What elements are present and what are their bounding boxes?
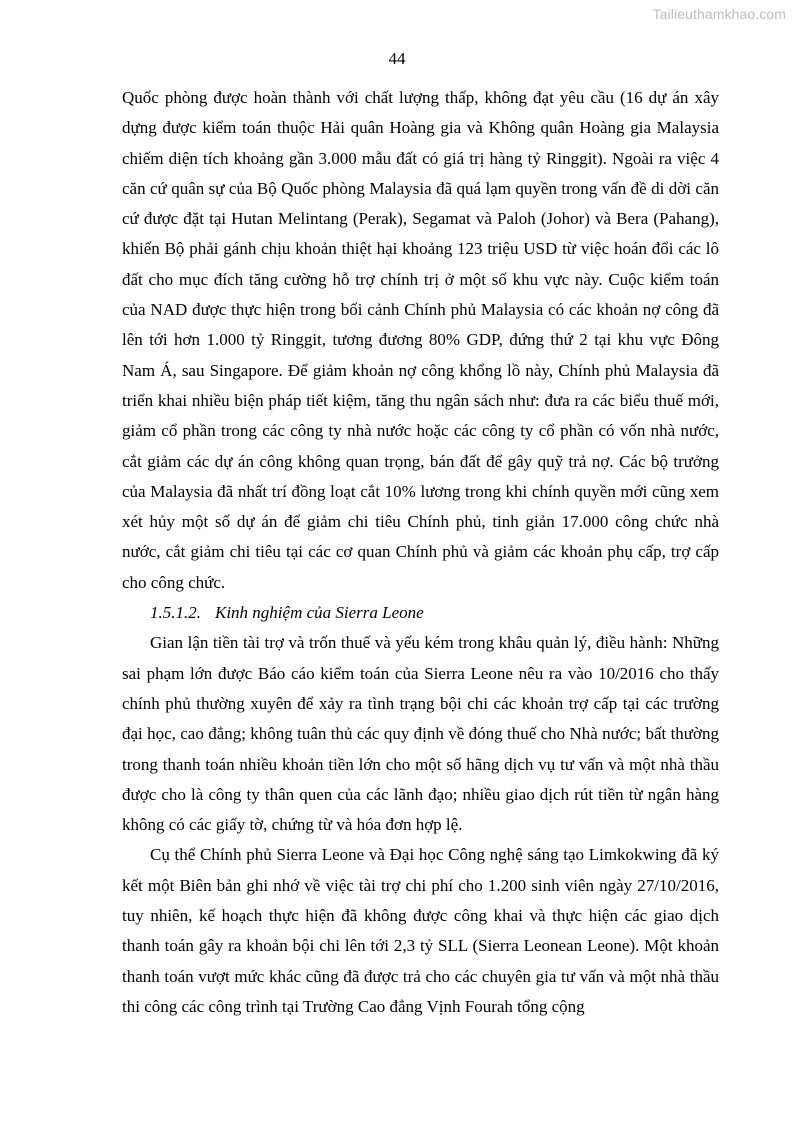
section-title: Kinh nghiệm của Sierra Leone [215, 603, 424, 623]
paragraph-sierra-leone-fraud: Gian lận tiền tài trợ và trốn thuế và yếu kém trong khâu quản lý, điều hành: Những sai phạm lớn được Báo cáo kiểm toán của Sierra Leone nêu ra vào 10/2016 cho thấy chính phủ thường xuyên để xảy ra tình trạng bội chi các khoản trợ cấp tại các trường đại học, cao đẳng; không tuân thủ các quy định về đóng thuế cho Nhà nước; bất thường trong thanh toán nhiều khoản tiền lớn cho một số hãng dịch vụ tư vấn và một nhà thầu được cho là công ty thân quen của các lãnh đạo; nhiều giao dịch rút tiền từ ngân hàng không có các giấy tờ, chứng từ và hóa đơn hợp lệ. [122, 633, 719, 835]
watermark-text: Tailieuthamkhao.com [652, 6, 786, 22]
page-number: 44 [388, 49, 406, 68]
document-body [122, 83, 719, 1022]
section-heading [122, 598, 719, 628]
paragraph-sierra-leone-details: Cụ thể Chính phủ Sierra Leone và Đại học Công nghệ sáng tạo Limkokwing đã ký kết một Biên bản ghi nhớ về việc tài trợ chi phí cho 1.200 sinh viên ngày 27/10/2016, tuy nhiên, kế hoạch thực hiện đã không được công khai và thực hiện các giao dịch thanh toán gây ra khoản bội chi lên tới 2,3 tỷ SLL (Sierra Leonean Leone). Một khoản thanh toán vượt mức khác cũng đã được trả cho các chuyên gia tư vấn và một nhà thầu thi công các công trình tại Trường Cao đẳng Vịnh Fourah tổng cộng [122, 845, 719, 1016]
paragraph-malaysia-continued: Quốc phòng được hoàn thành với chất lượng thấp, không đạt yêu cầu (16 dự án xây dựng được kiểm toán thuộc Hải quân Hoàng gia và Không quân Hoàng gia Malaysia chiếm diện tích khoảng gần 3.000 mẫu đất có giá trị hàng tỷ Ringgit). Ngoài ra việc 4 căn cứ quân sự của Bộ Quốc phòng Malaysia đã quá lạm quyền trong vấn đề di dời căn cứ được đặt tại Hutan Melintang (Perak), Segamat và Paloh (Johor) và Bera (Pahang), khiến Bộ phải gánh chịu khoản thiệt hại khoảng 123 triệu USD từ việc hoán đổi các lô đất cho mục đích tăng cường hỗ trợ chính trị ở một số khu vực này. Cuộc kiểm toán của NAD được thực hiện trong bối cảnh Chính phủ Malaysia có các khoản nợ công đã lên tới hơn 1.000 tỷ Ringgit, tương đương 80% GDP, đứng thứ 2 tại khu vực Đông Nam Á, sau Singapore. Để giảm khoản nợ công khổng lồ này, Chính phủ Malaysia đã triển khai nhiều biện pháp tiết kiệm, tăng thu ngân sách như: đưa ra các biểu thuế mới, giảm cổ phần trong các công ty nhà nước hoặc các công ty cổ phần có vốn nhà nước, cắt giảm các dự án công không quan trọng, bán đất để gây quỹ trả nợ. Các bộ trưởng của Malaysia đã nhất trí đồng loạt cắt 10% lương trong khi chính quyền mới cũng xem xét hủy một số dự án để giảm chi tiêu Chính phủ, tinh giản 17.000 công chức nhà nước, cắt giảm chi tiêu tại các cơ quan Chính phủ và giảm các khoản phụ cấp, trợ cấp cho công chức. [122, 88, 719, 592]
section-number: 1.5.1.2. [150, 603, 201, 623]
